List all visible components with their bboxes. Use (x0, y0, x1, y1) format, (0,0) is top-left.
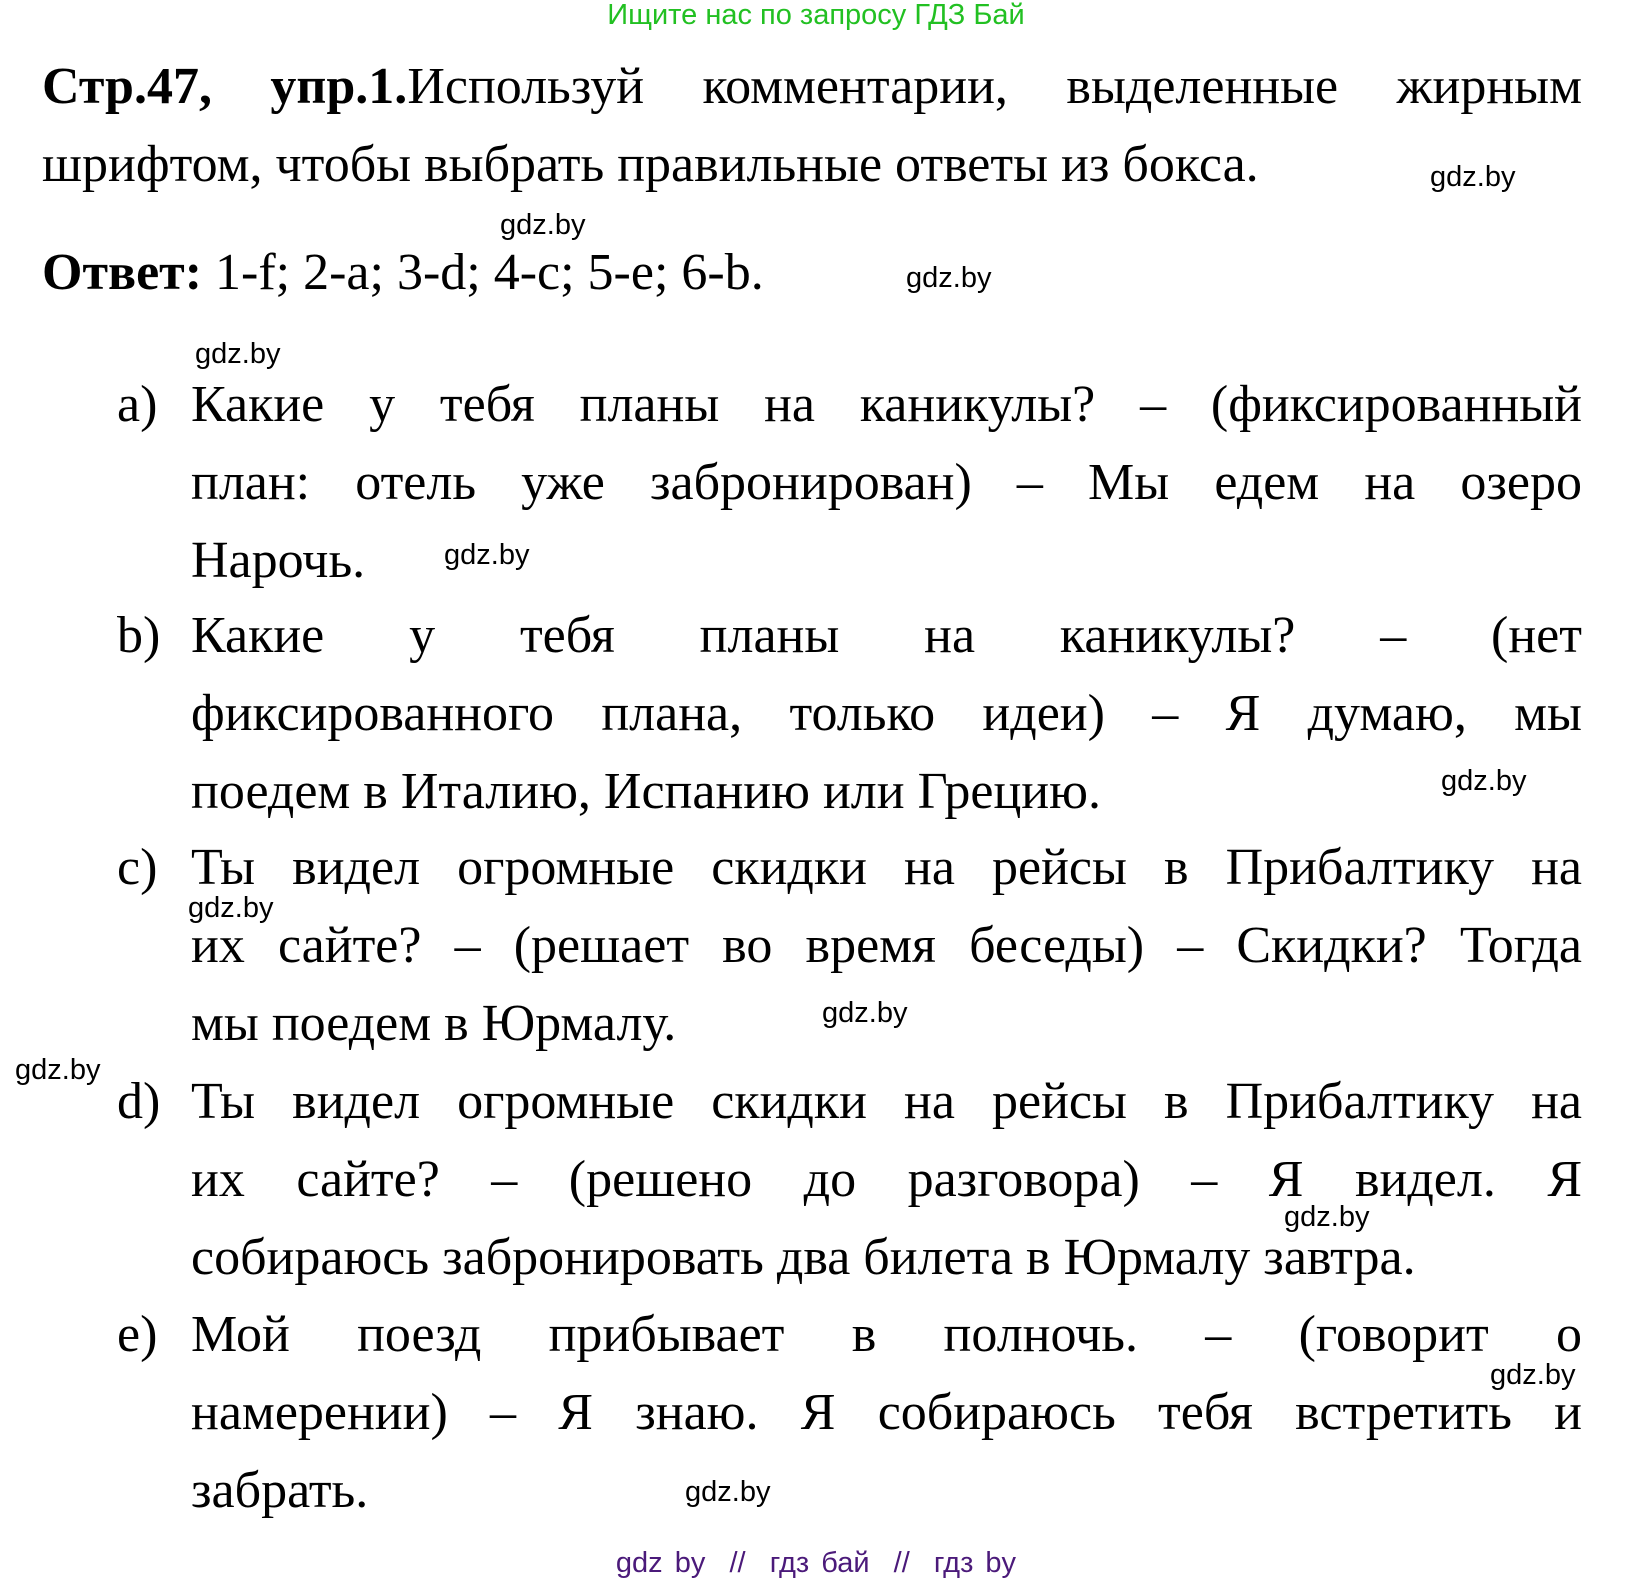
option-text-line: Мой поезд прибывает в полночь. – (говорит о (191, 1306, 1582, 1363)
option-text-line: их сайте? – (решено до разговора) – Я видел. Я (191, 1151, 1582, 1208)
search-banner: Ищите нас по запросу ГДЗ Бай (607, 0, 1025, 31)
option-text-line: намерении) – Я знаю. Я собираюсь тебя встретить и (191, 1384, 1582, 1441)
watermark: gdz.by (1284, 1201, 1370, 1233)
option-label: c) (117, 839, 158, 896)
option-text-line: фиксированного плана, только идеи) – Я думаю, мы (191, 685, 1582, 742)
exercise-reference: Стр.47, упр.1. (42, 58, 408, 115)
heading-instruction: Используй комментарии, выделенные жирным (407, 58, 1582, 115)
watermark: gdz.by (906, 262, 992, 294)
option-text (191, 597, 1582, 831)
heading-line-2: шрифтом, чтобы выбрать правильные ответы из бокса. (42, 136, 1259, 193)
option-text-line: Какие у тебя планы на каникулы? – (фиксированный (191, 376, 1582, 433)
option-text (191, 1296, 1582, 1530)
option-text-line: Какие у тебя планы на каникулы? – (нет (191, 607, 1582, 664)
exercise-heading (42, 48, 1582, 204)
watermark: gdz.by (500, 209, 586, 241)
option-text (191, 366, 1582, 600)
watermark: gdz.by (685, 1476, 771, 1508)
watermark: gdz.by (1441, 765, 1527, 797)
footer-banner: gdz by // гдз бай // гдз by (615, 1547, 1017, 1579)
option-label: e) (117, 1306, 158, 1363)
option-text-line: поедем в Италию, Испанию или Грецию. (191, 763, 1101, 820)
option-text-line: собираюсь забронировать два билета в Юрмалу завтра. (191, 1229, 1416, 1286)
watermark: gdz.by (444, 539, 530, 571)
option-text-line: Ты видел огромные скидки на рейсы в Прибалтику на (191, 1073, 1582, 1130)
option-text-line: план: отель уже забронирован) – Мы едем на озеро (191, 454, 1582, 511)
watermark: gdz.by (195, 338, 281, 370)
option-label: a) (117, 376, 158, 433)
answer-line (42, 234, 764, 312)
option-text-line: мы поедем в Юрмалу. (191, 995, 677, 1052)
watermark: gdz.by (822, 997, 908, 1029)
answer-text: 1-f; 2-a; 3-d; 4-c; 5-e; 6-b. (202, 244, 764, 301)
watermark: gdz.by (188, 892, 274, 924)
option-text-line: их сайте? – (решает во время беседы) – Скидки? Тогда (191, 917, 1582, 974)
answer-label: Ответ: (42, 244, 203, 301)
watermark: gdz.by (1430, 161, 1516, 193)
option-label: d) (117, 1073, 161, 1130)
option-text (191, 1063, 1582, 1297)
option-text-line: Нарочь. (191, 532, 366, 589)
option-text-line: забрать. (191, 1462, 369, 1519)
watermark: gdz.by (15, 1054, 101, 1086)
heading-line-1 (42, 48, 1582, 126)
watermark: gdz.by (1490, 1359, 1576, 1391)
option-label: b) (117, 607, 161, 664)
option-text-line: Ты видел огромные скидки на рейсы в Прибалтику на (191, 839, 1582, 896)
